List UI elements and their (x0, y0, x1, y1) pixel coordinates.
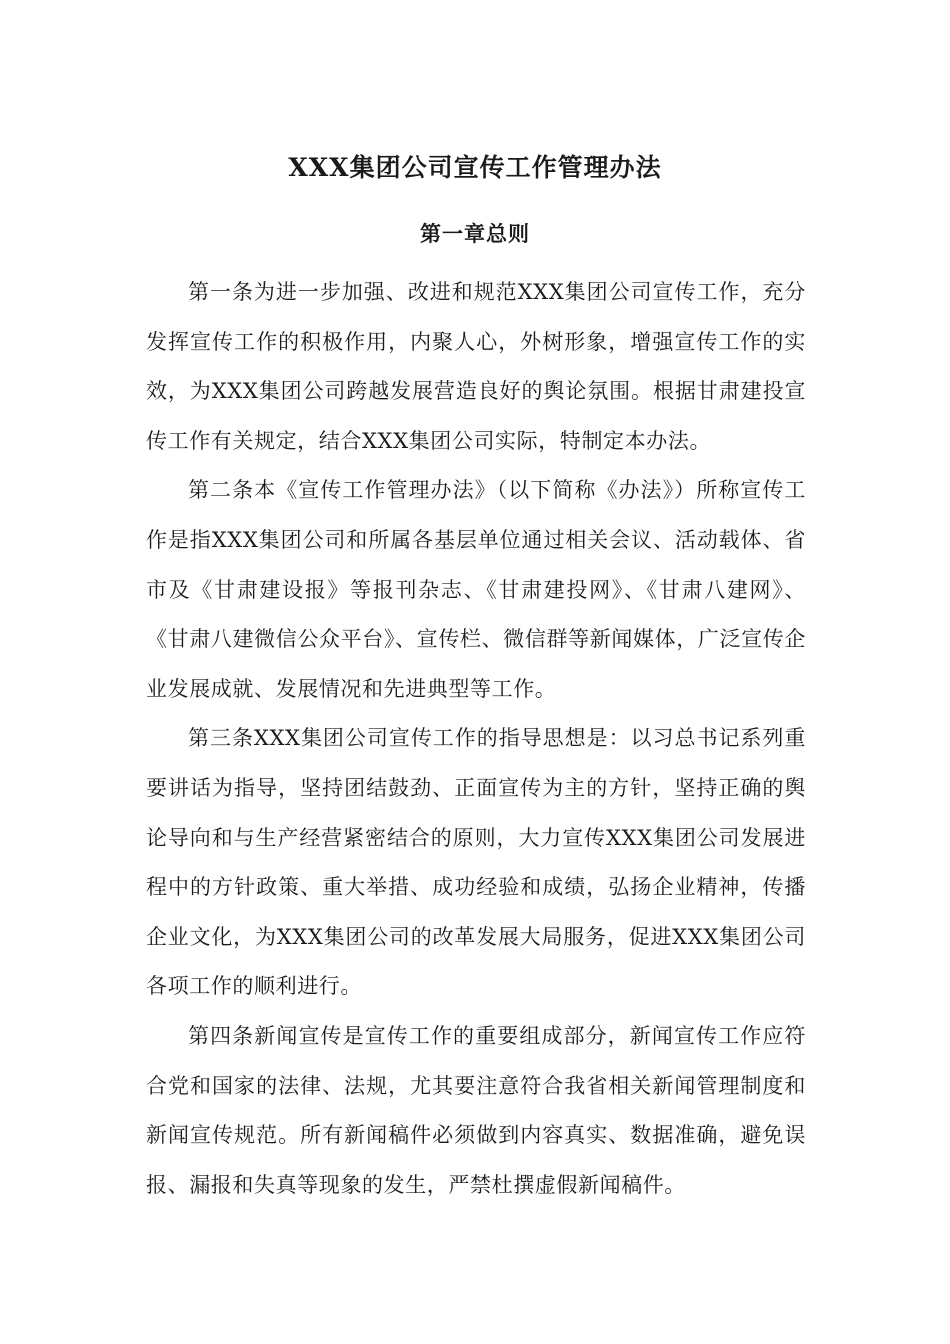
article-1-paragraph: 第一条为进一步加强、改进和规范XXX集团公司宣传工作，充分发挥宣传工作的积极作用，内聚人心，外树形象，增强宣传工作的实效，为XXX集团公司跨越发展营造良好的舆论氛围。根据甘肃建投宣传工作有关规定，结合XXX集团公司实际，特制定本办法。 (146, 280, 806, 453)
article-4-paragraph: 第四条新闻宣传是宣传工作的重要组成部分，新闻宣传工作应符合党和国家的法律、法规，尤其要注意符合我省相关新闻管理制度和新闻宣传规范。所有新闻稿件必须做到内容真实、数据准确，避免误报、漏报和失真等现象的发生，严禁杜撰虚假新闻稿件。 (146, 1023, 806, 1197)
article-3-paragraph: 第三条XXX集团公司宣传工作的指导思想是：以习总书记系列重要讲话为指导，坚持团结鼓劲、正面宣传为主的方针，坚持正确的舆论导向和与生产经营紧密结合的原则，大力宣传XXX集团公司发展进程中的方针政策、重大举措、成功经验和成绩，弘扬企业精神，传播企业文化，为XXX集团公司的改革发展大局服务，促进XXX集团公司各项工作的顺利进行。 (146, 726, 806, 999)
article-2-paragraph: 第二条本《宣传工作管理办法》（以下简称《办法》）所称宣传工作是指XXX集团公司和所属各基层单位通过相关会议、活动载体、省市及《甘肃建设报》等报刊杂志、《甘肃建投网》、《甘肃八建网》、《甘肃八建微信公众平台》、宣传栏、微信群等新闻媒体，广泛宣传企业发展成就、发展情况和先进典型等工作。 (146, 478, 806, 701)
document-title: XXX集团公司宣传工作管理办法 (288, 153, 662, 182)
chapter-heading: 第一章总则 (420, 221, 530, 246)
document-body (146, 268, 806, 1210)
